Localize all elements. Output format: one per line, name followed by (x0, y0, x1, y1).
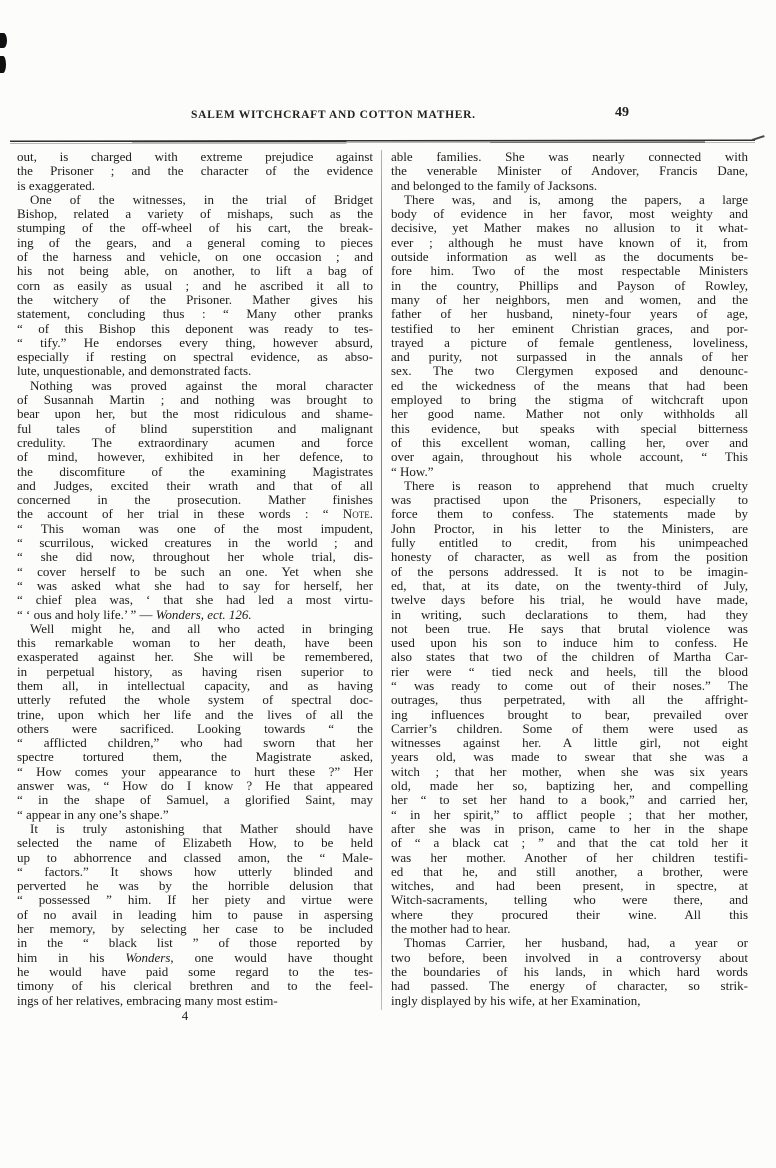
text-line: rier were “ tied neck and heels, till the blood (391, 663, 748, 679)
text-line: after she was in prison, came to her in the shape (391, 820, 748, 836)
text-line: trine, upon which her life and the lives of all the (17, 706, 373, 722)
text-line: was practised upon the Prisoners, especially to (391, 492, 748, 508)
text-line: corn as easily as usual ; and he ascribed it all to (17, 277, 373, 293)
text-line: ful tales of blind superstition and malignant (17, 420, 373, 436)
text-line: stumping of the off-wheel of his cart, the break- (17, 220, 373, 236)
header-rule (10, 139, 755, 144)
text-line: and purity, not surpassed in the annals of her (391, 349, 748, 365)
text-line: of no avail in leading him to pause in aspersing (17, 906, 373, 922)
text-line: and belonged to the family of Jacksons. (391, 177, 598, 193)
text-line: “ in her spirit,” to afflict people ; that her mother, (391, 806, 748, 822)
text-line: is exaggerated. (17, 177, 95, 193)
text-line: ings of her relatives, embracing many most estim- (17, 992, 278, 1008)
text-line: statement, concluding thus : “ Many other pranks (17, 306, 373, 322)
text-line: especially if resting on spectral evidence, as abso- (17, 349, 373, 365)
text-line: old, made her so, baptizing her, and compelling (391, 778, 748, 794)
text-line: “ How comes your appearance to hurt these ?” Her (17, 763, 373, 779)
text-line: There was, and is, among the papers, a large (404, 191, 748, 207)
text-line: “ appear in any one’s shape.” (17, 806, 169, 822)
text-line: witnesses against her. A little girl, not eight (391, 735, 748, 751)
text-line: this remarkable woman to her death, have been (17, 635, 373, 651)
text-line: over again, throughout his whole account, “ This (391, 449, 748, 465)
text-line: him in his Wonders, one would have thought (17, 949, 373, 965)
text-line: outside information as well as the documents be- (391, 249, 748, 265)
text-line: ed the wickedness of the means that had been (391, 377, 748, 393)
text-line: of the persons addressed. It is not to be imagin- (391, 563, 748, 579)
left-column (17, 150, 373, 1008)
column-divider (381, 150, 382, 1010)
text-line: force them to confess. The statements made by (391, 506, 748, 522)
text-line: “ was asked what she had to say for herself, her (17, 577, 373, 593)
text-line: “ factors.” It shows how utterly blinded and (17, 863, 373, 879)
text-line: the venerable Minister of Andover, Francis Dane, (391, 163, 748, 179)
text-line: the witchery of the Prisoner. Mather gives his (17, 291, 373, 307)
text-line: them all, in intellectual capacity, and as having (17, 677, 373, 693)
text-line: his not being able, on another, to lift a bag of (17, 263, 373, 279)
text-line: others were sacrificed. Looking towards “ the (17, 720, 373, 736)
text-line: “ How.” (391, 463, 434, 479)
scan-artifact (0, 56, 6, 73)
text-line: One of the witnesses, in the trial of Bridget (30, 191, 373, 207)
text-line: used upon his son to induce him to confess. He (391, 635, 748, 651)
text-line: ed, that, at its date, on the twenty-third of July, (391, 577, 748, 593)
text-line: in the country, Phillips and Payson of Rowley, (391, 277, 748, 293)
text-line: concerned in the prosecution. Mather finishes (17, 492, 373, 508)
text-line: ing influences brought to bear, prevailed over (391, 706, 748, 722)
text-line: and Judges, excited their wrath and that of all (17, 477, 373, 493)
text-line: the mother had to hear. (391, 921, 511, 937)
text-line: testified to her eminent Christian graces, and por- (391, 320, 748, 336)
text-line: her memory, by selecting her case to be included (17, 921, 373, 937)
rule-end-flourish (752, 135, 766, 143)
text-line: ever ; although he must have known of it, from (391, 234, 748, 250)
text-line: her good name. Mather not only withholds all (391, 406, 748, 422)
text-line: “ she did now, throughout her whole trial, dis- (17, 549, 373, 565)
text-line: bear upon her, but the most ridiculous and shame- (17, 406, 373, 422)
text-line: Well might he, and all who acted in bringing (30, 620, 373, 636)
text-line: not been true. He says that brutal violence was (391, 620, 748, 636)
text-line: had passed. The energy of character, so strik- (391, 978, 748, 994)
text-line: where they procured their wine. All this (391, 906, 748, 922)
text-line: Bishop, related a variety of mishaps, such as the (17, 206, 373, 222)
text-line: John Proctor, in his letter to the Ministers, are (391, 520, 748, 536)
text-line: It is truly astonishing that Mather should have (30, 820, 373, 836)
text-line: “ of this Bishop this deponent was ready to tes- (17, 320, 373, 336)
text-line: fore him. Two of the most respectable Ministers (391, 263, 748, 279)
text-line: “ cover herself to be such an one. Yet when she (17, 563, 373, 579)
text-line: timony of his clerical brethren and to the feel- (17, 978, 373, 994)
text-line: also states that two of the children of Martha Car- (391, 649, 748, 665)
text-line: witches, and had been present, in spectre, at (391, 878, 748, 894)
text-line: outrages, thus perpetrated, with all the affright- (391, 692, 748, 708)
signature-mark: 4 (181, 1008, 189, 1023)
text-line: “ possessed ” him. If her piety and virtue were (17, 892, 373, 908)
text-line: of the harness and vehicle, on one occasion ; and (17, 249, 373, 265)
text-line: “ tify.” He endorses every thing, however absurd, (17, 334, 373, 350)
text-line: honesty of character, as well as from the position (391, 549, 748, 565)
text-line: able families. She was nearly connected with (391, 149, 748, 164)
text-line: in the “ black list ” of those reported by (17, 935, 373, 951)
text-line: Carrier’s children. Some of them were used as (391, 720, 748, 736)
text-line: Thomas Carrier, her husband, had, a year or (404, 935, 748, 951)
text-line: “ was ready to come out of their noses.” The (391, 677, 748, 693)
text-line: the boundaries of his lands, in which hard words (391, 963, 748, 979)
text-line: selected the name of Elizabeth How, to be held (17, 835, 373, 851)
text-line: father of her husband, ninety-four years of age, (391, 306, 748, 322)
right-column (391, 150, 748, 1008)
text-line: in perpetual history, as having risen superior to (17, 663, 373, 679)
text-line: the Prisoner ; and the character of the evidence (17, 163, 373, 179)
page-number: 49 (615, 105, 629, 120)
text-line: years old, was made to swear that she was a (391, 749, 748, 765)
text-line: out, is charged with extreme prejudice against (17, 149, 373, 164)
text-line: Witch-sacraments, telling who were there, and (391, 892, 748, 908)
text-line: sex. The two Clergymen exposed and denounc- (391, 363, 748, 379)
text-line: There is reason to apprehend that much cruelty (404, 477, 748, 493)
text-line: twelve days before his trial, he would have made, (391, 592, 748, 608)
text-line: spectre tortured them, the Magistrate asked, (17, 749, 373, 765)
text-line: of mind, however, exhibited in her defence, to (17, 449, 373, 465)
text-line: Nothing was proved against the moral character (30, 377, 373, 393)
text-line: utterly refuted the whole system of spectral doc- (17, 692, 373, 708)
text-line: he would have paid some regard to the tes- (17, 963, 373, 979)
text-line: “ chief plea was, ‘ that she had led a most virtu- (17, 592, 373, 608)
text-line: fully entitled to credit, from his unimpeached (391, 535, 748, 551)
text-line: exasperated against her. She will be remembered, (17, 649, 373, 665)
text-line: two before, been involved in a controversy about (391, 949, 748, 965)
text-line: lute, unquestionable, and demonstrated facts. (17, 363, 252, 379)
text-line: credulity. The extraordinary acumen and force (17, 434, 373, 450)
text-line: the account of her trial in these words : “ Note. (17, 506, 373, 522)
text-line: many of her neighbors, men and women, and the (391, 291, 748, 307)
scan-artifact (0, 33, 7, 48)
text-line: “ afflicted children,” who had sworn that her (17, 735, 373, 751)
text-line: her “ to set her hand to a book,” and carried her, (391, 792, 748, 808)
text-line: trayed a picture of female gentleness, loveliness, (391, 334, 748, 350)
running-header: SALEM WITCHCRAFT AND COTTON MATHER. (191, 109, 476, 121)
text-line: witch ; that her mother, when she was six years (391, 763, 748, 779)
text-line: employed to bring the stigma of witchcraft upon (391, 392, 748, 408)
text-line: ingly displayed by his wife, at her Examination, (391, 992, 641, 1008)
text-line: “ This woman was one of the most impudent, (17, 520, 373, 536)
text-line: “ scurrilous, wicked creatures in the world ; and (17, 535, 373, 551)
text-line: “ in the shape of Samuel, a glorified Saint, may (17, 792, 373, 808)
text-line: ing of the gears, and a general coming to pieces (17, 234, 373, 250)
text-line: up to abhorrence and classed amon, the “ Male- (17, 849, 373, 865)
text-line: ed that he, and still another, a brother, were (391, 863, 748, 879)
text-line: “ ‘ ous and holy life.’ ” — Wonders, ect. 126. (17, 606, 252, 622)
text-line: body of evidence in her favor, most weighty and (391, 206, 748, 222)
text-line: in writing, such declarations to them, had they (391, 606, 748, 622)
text-line: of Susannah Martin ; and nothing was brought to (17, 392, 373, 408)
text-line: of this excellent woman, calling her, over and (391, 434, 748, 450)
text-line: was her mother. Another of her children testifi- (391, 849, 748, 865)
text-line: perverted he was by the horrible delusion that (17, 878, 373, 894)
text-line: decisive, yet Mather makes no allusion to it what- (391, 220, 748, 236)
text-line: of “ a black cat ; ” and that the cat told her it (391, 835, 748, 851)
text-line: this evidence, but speaks with special bitterness (391, 420, 748, 436)
text-line: answer was, “ How do I know ? He that appeared (17, 778, 373, 794)
text-line: the discomfiture of the examining Magistrates (17, 463, 373, 479)
